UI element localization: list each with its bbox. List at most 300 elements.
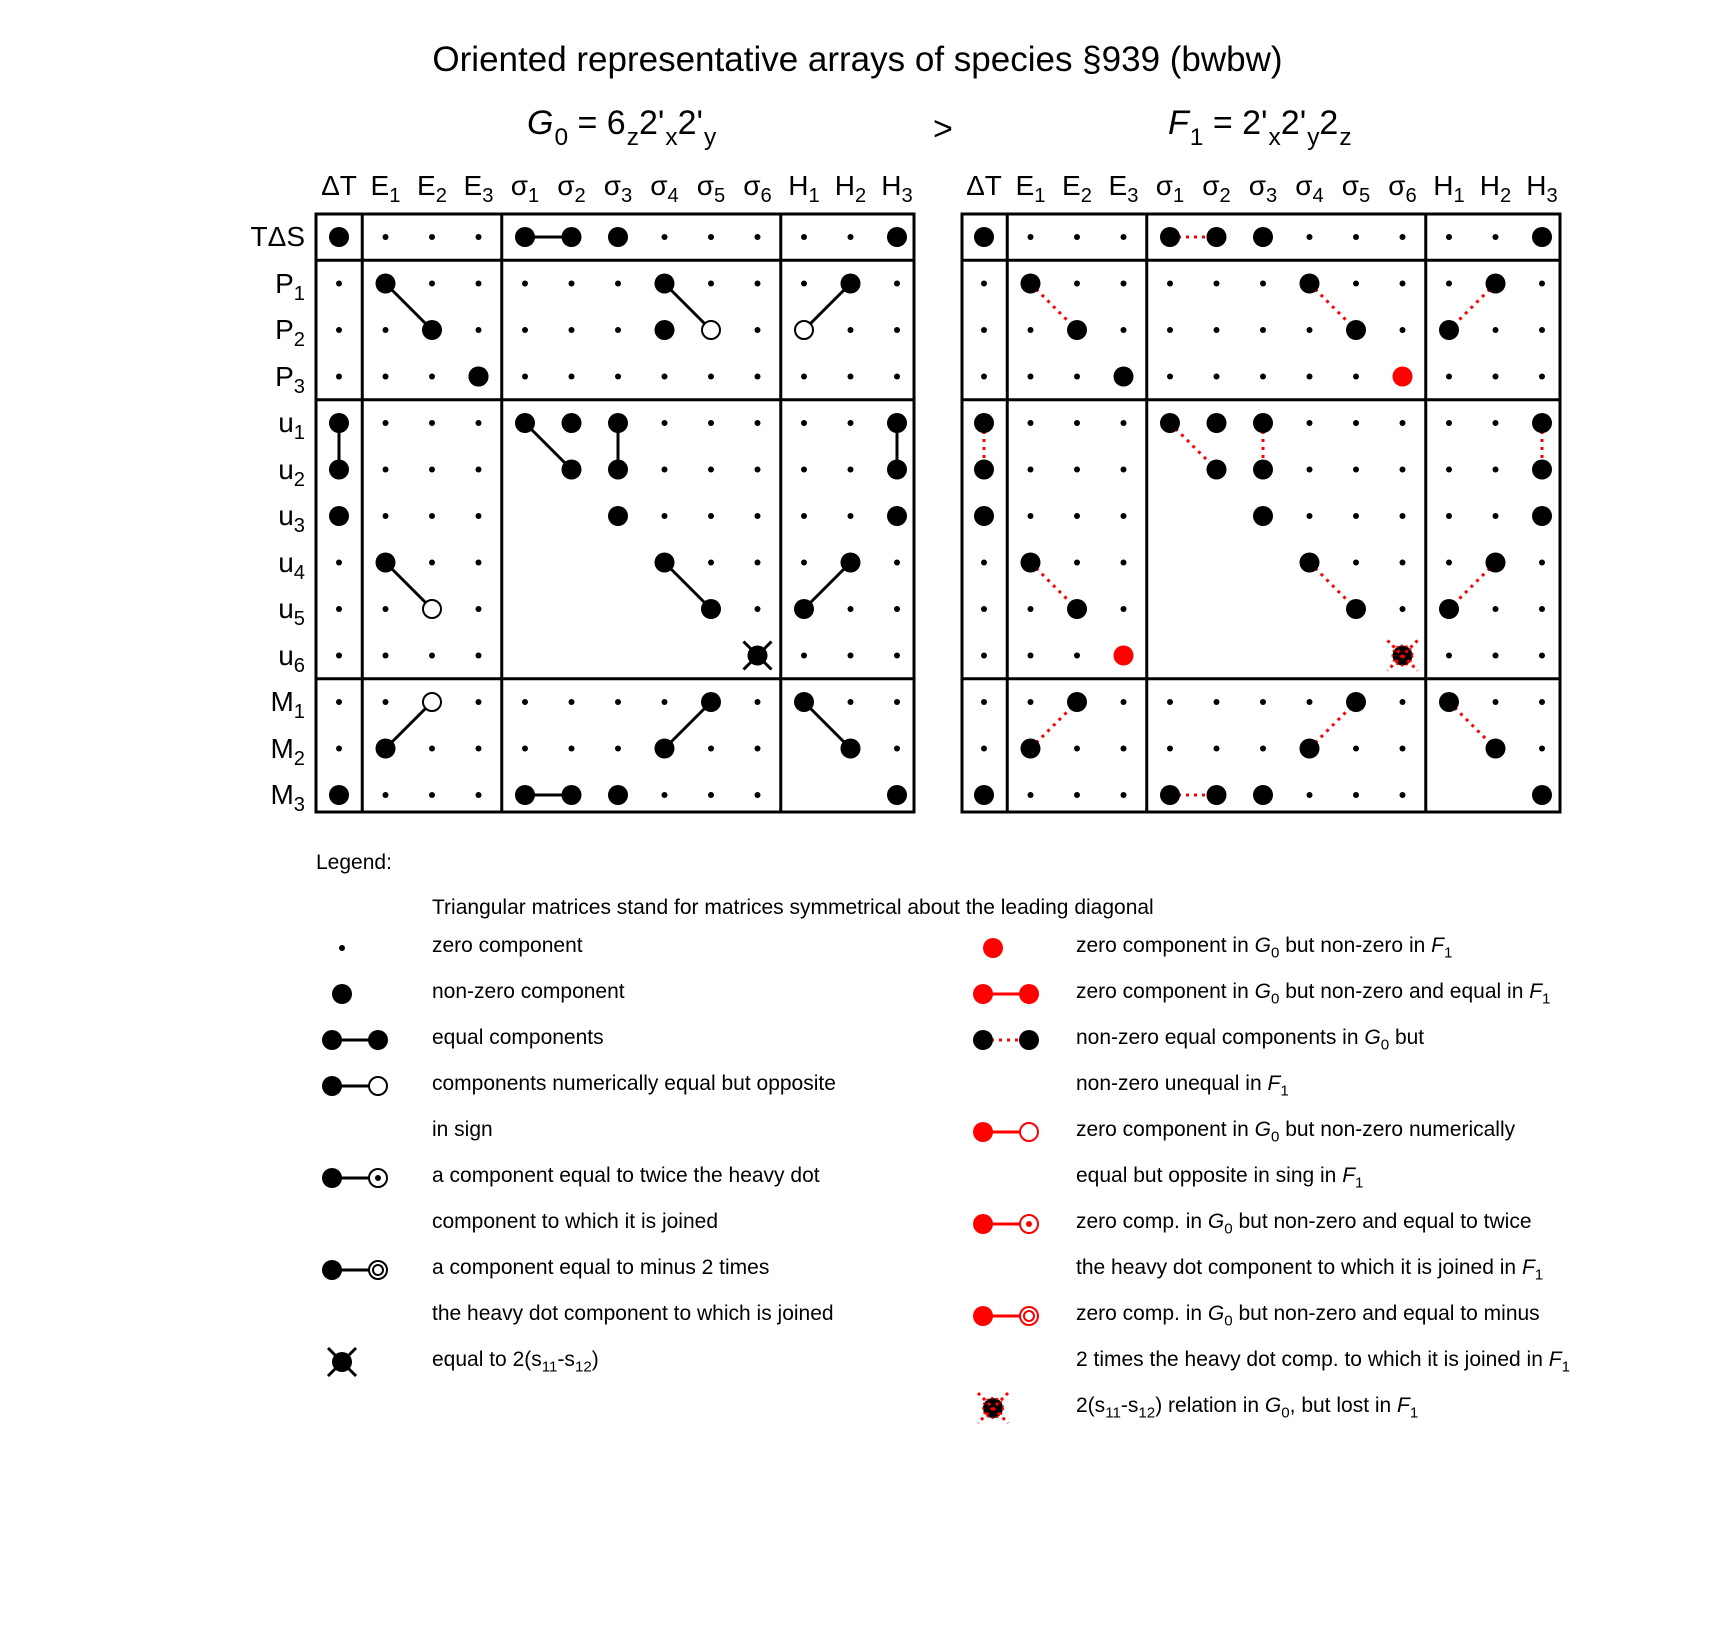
zero-component-dot — [848, 327, 854, 333]
nonzero-component — [329, 785, 349, 805]
row-header: $P_3$ — [275, 360, 305, 398]
zero-component-dot — [848, 420, 854, 426]
zero-component-dot — [429, 420, 435, 426]
column-header: $\sigma_3$ — [1248, 170, 1278, 208]
zero-component-dot — [755, 327, 761, 333]
zero-component-dot — [1446, 420, 1452, 426]
zero-component-dot — [336, 327, 342, 333]
nonzero-component — [1067, 599, 1087, 619]
zero-component-dot — [1400, 467, 1406, 473]
column-header: $E_3$ — [463, 170, 494, 208]
nonzero-component — [655, 320, 675, 340]
red-nonzero-component — [1114, 646, 1134, 666]
column-header: $E_2$ — [1062, 170, 1092, 208]
nonzero-component — [1439, 692, 1459, 712]
legend-left-text: zero component — [432, 934, 583, 957]
zero-component-dot — [522, 699, 528, 705]
page-title: Oriented representative arrays of species §939 (bwbw) — [432, 40, 1283, 79]
zero-component-dot — [1400, 327, 1406, 333]
column-header: $\sigma_2$ — [1202, 170, 1231, 208]
zero-component-dot — [1307, 374, 1313, 380]
zero-component-dot — [615, 746, 621, 752]
legend-left-text: non-zero component — [432, 980, 625, 1003]
comparator-symbol: > — [933, 110, 953, 148]
zero-component-dot — [894, 327, 900, 333]
zero-component-dot — [1400, 746, 1406, 752]
zero-component-dot — [476, 513, 482, 519]
zero-component-dot — [336, 653, 342, 659]
zero-component-dot — [755, 560, 761, 566]
zero-component-dot — [1493, 653, 1499, 659]
zero-component-dot — [1260, 746, 1266, 752]
zero-component-dot — [801, 234, 807, 240]
row-header: $u_3$ — [278, 500, 305, 538]
zero-component-dot — [1121, 560, 1127, 566]
zero-component-dot — [1539, 699, 1545, 705]
legend-right-text: non-zero equal components in $G_0$ but — [1076, 1026, 1425, 1054]
zero-component-dot — [1539, 606, 1545, 612]
zero-component-dot — [1028, 467, 1034, 473]
column-header: $H_3$ — [1526, 170, 1558, 208]
zero-component-dot — [1400, 513, 1406, 519]
zero-component-dot — [429, 374, 435, 380]
row-header: $u_2$ — [278, 453, 305, 491]
legend-right-text: non-zero unequal in $F_1$ — [1076, 1072, 1289, 1100]
nonzero-component — [329, 227, 349, 247]
column-header: $H_2$ — [1479, 170, 1512, 208]
zero-component-dot — [476, 653, 482, 659]
nonzero-component — [1114, 367, 1134, 387]
zero-component-dot — [1121, 792, 1127, 798]
zero-component-dot — [894, 746, 900, 752]
zero-component-dot — [1028, 653, 1034, 659]
zero-component-dot — [1074, 746, 1080, 752]
zero-component-dot — [615, 374, 621, 380]
zero-component-dot — [1446, 560, 1452, 566]
zero-component-dot — [894, 606, 900, 612]
row-header: $P_1$ — [275, 267, 305, 305]
column-header: $\sigma_3$ — [603, 170, 633, 208]
nonzero-component — [1346, 692, 1366, 712]
zero-component-dot — [383, 699, 389, 705]
group-right-title: $F_1 = 2'_x2'_y2_z$ — [1168, 104, 1352, 152]
red-nonzero-component — [1393, 367, 1413, 387]
nonzero-component — [1532, 506, 1552, 526]
zero-component-dot — [708, 234, 714, 240]
legend-symbol-minus2 — [322, 1260, 342, 1280]
zero-component-dot — [708, 467, 714, 473]
zero-component-dot — [429, 653, 435, 659]
zero-component-dot — [755, 467, 761, 473]
legend-symbol-red_big — [983, 938, 1003, 958]
zero-component-dot — [1493, 606, 1499, 612]
nonzero-component — [974, 460, 994, 480]
zero-component-dot — [1353, 467, 1359, 473]
nonzero-component — [1253, 413, 1273, 433]
zero-component-dot — [1400, 699, 1406, 705]
row-header: $M_1$ — [270, 686, 305, 724]
zero-component-dot — [569, 327, 575, 333]
nonzero-component — [376, 553, 396, 573]
nonzero-component — [1160, 785, 1180, 805]
nonzero-component — [655, 739, 675, 759]
zero-component-dot — [383, 374, 389, 380]
legend-right-text: equal but opposite in sing in $F_1$ — [1076, 1164, 1364, 1192]
zero-component-dot — [894, 281, 900, 287]
legend-symbol-red_eq — [1019, 984, 1039, 1004]
zero-component-dot — [1121, 606, 1127, 612]
zero-component-dot — [801, 513, 807, 519]
row-header: $u_1$ — [278, 407, 305, 445]
nonzero-component — [1160, 413, 1180, 433]
legend-left-text: component to which it is joined — [432, 1210, 718, 1233]
legend-symbol-twice — [322, 1168, 342, 1188]
nonzero-component — [1439, 320, 1459, 340]
legend-symbol-minus2 — [373, 1265, 383, 1275]
nonzero-component — [1207, 460, 1227, 480]
zero-component-dot — [383, 420, 389, 426]
nonzero-component — [887, 785, 907, 805]
nonzero-component — [608, 413, 628, 433]
zero-component-dot — [1539, 281, 1545, 287]
zero-component-dot — [1400, 234, 1406, 240]
zero-component-dot — [801, 653, 807, 659]
zero-component-dot — [1074, 653, 1080, 659]
zero-component-dot — [1400, 281, 1406, 287]
nonzero-component — [1021, 274, 1041, 294]
zero-component-dot — [1446, 467, 1452, 473]
zero-component-dot — [894, 374, 900, 380]
zero-component-dot — [848, 234, 854, 240]
column-header: $E_2$ — [417, 170, 447, 208]
zero-component-dot — [662, 792, 668, 798]
nonzero-component — [701, 599, 721, 619]
zero-component-dot — [1167, 281, 1173, 287]
legend-right-text: zero component in $G_0$ but non-zero in $F_1$ — [1076, 934, 1453, 962]
zero-component-dot — [383, 606, 389, 612]
nonzero-component — [1532, 413, 1552, 433]
zero-component-dot — [1121, 420, 1127, 426]
nonzero-component — [1021, 739, 1041, 759]
zero-component-dot — [1121, 513, 1127, 519]
legend-symbol-dot_eq — [973, 1030, 993, 1050]
zero-component-dot — [1539, 560, 1545, 566]
legend-symbol-eq — [322, 1030, 342, 1050]
zero-component-dot — [1446, 653, 1452, 659]
zero-component-dot — [1446, 234, 1452, 240]
zero-component-dot — [708, 513, 714, 519]
legend-right-text: zero component in $G_0$ but non-zero numerically — [1076, 1118, 1516, 1146]
legend-right-text: $2(s_{11}-s_{12})$ relation in $G_0$, but lost in $F_1$ — [1076, 1394, 1419, 1422]
zero-component-dot — [1260, 374, 1266, 380]
nonzero-component — [329, 460, 349, 480]
zero-component-dot — [1074, 420, 1080, 426]
zero-component-dot — [1214, 327, 1220, 333]
zero-component-dot — [1353, 374, 1359, 380]
legend-right-text: zero comp. in $G_0$ but non-zero and equal to minus — [1076, 1302, 1540, 1330]
nonzero-component — [376, 274, 396, 294]
zero-component-dot — [1539, 327, 1545, 333]
zero-component-dot — [1493, 513, 1499, 519]
zero-component-dot — [981, 374, 987, 380]
legend-right-text: zero comp. in $G_0$ but non-zero and equal to twice — [1076, 1210, 1532, 1238]
nonzero-component — [608, 506, 628, 526]
legend-right-text: the heavy dot component to which it is joined in $F_1$ — [1076, 1256, 1544, 1284]
nonzero-component — [1067, 692, 1087, 712]
zero-component-dot — [1074, 281, 1080, 287]
nonzero-component — [562, 460, 582, 480]
legend-symbol-red_twice — [973, 1214, 993, 1234]
zero-component-dot — [383, 513, 389, 519]
zero-component-dot — [1074, 234, 1080, 240]
legend-left-text: components numerically equal but opposite — [432, 1072, 836, 1095]
nonzero-component — [562, 785, 582, 805]
zero-component-dot — [801, 560, 807, 566]
opposite-sign-component — [423, 600, 441, 618]
zero-component-dot — [615, 281, 621, 287]
zero-component-dot — [1167, 746, 1173, 752]
zero-component-dot — [476, 746, 482, 752]
nonzero-component — [422, 320, 442, 340]
zero-component-dot — [708, 560, 714, 566]
nonzero-component — [1439, 599, 1459, 619]
nonzero-component — [608, 785, 628, 805]
nonzero-component — [1067, 320, 1087, 340]
nonzero-component — [1021, 553, 1041, 573]
column-header: $H_3$ — [881, 170, 913, 208]
zero-component-dot — [894, 653, 900, 659]
nonzero-component — [1486, 553, 1506, 573]
nonzero-component — [1346, 320, 1366, 340]
zero-component-dot — [755, 420, 761, 426]
zero-component-dot — [708, 374, 714, 380]
zero-component-dot — [476, 281, 482, 287]
zero-component-dot — [429, 467, 435, 473]
zero-component-dot — [755, 699, 761, 705]
nonzero-component — [515, 227, 535, 247]
column-header: $E_1$ — [1015, 170, 1046, 208]
legend-right-text: zero component in $G_0$ but non-zero and equal in $F_1$ — [1076, 980, 1551, 1008]
zero-component-dot — [1307, 513, 1313, 519]
zero-component-dot — [1121, 746, 1127, 752]
zero-component-dot — [755, 792, 761, 798]
zero-component-dot — [1539, 746, 1545, 752]
zero-component-dot — [1493, 420, 1499, 426]
zero-component-dot — [383, 792, 389, 798]
column-header: $H_2$ — [834, 170, 867, 208]
zero-component-dot — [848, 374, 854, 380]
nonzero-component — [655, 274, 675, 294]
zero-component-dot — [336, 374, 342, 380]
zero-component-dot — [1260, 281, 1266, 287]
zero-component-dot — [755, 606, 761, 612]
nonzero-component — [887, 506, 907, 526]
zero-component-dot — [1121, 234, 1127, 240]
nonzero-component — [1532, 227, 1552, 247]
zero-component-dot — [1493, 374, 1499, 380]
column-header: $\sigma_1$ — [1155, 170, 1185, 208]
nonzero-component — [1300, 553, 1320, 573]
nonzero-component — [794, 692, 814, 712]
zero-component-dot — [801, 374, 807, 380]
zero-component-dot — [383, 467, 389, 473]
zero-component-dot — [1214, 746, 1220, 752]
nonzero-component — [794, 599, 814, 619]
nonzero-component — [1253, 506, 1273, 526]
zero-component-dot — [981, 653, 987, 659]
nonzero-component — [1207, 227, 1227, 247]
nonzero-component — [841, 739, 861, 759]
zero-component-dot — [1074, 513, 1080, 519]
nonzero-component — [701, 692, 721, 712]
zero-component-dot — [383, 327, 389, 333]
row-header: $u_5$ — [278, 593, 305, 631]
zero-component-dot — [476, 560, 482, 566]
zero-component-dot — [1214, 281, 1220, 287]
zero-component-dot — [755, 374, 761, 380]
zero-component-dot — [1446, 281, 1452, 287]
nonzero-component — [329, 413, 349, 433]
nonzero-component — [1532, 785, 1552, 805]
zero-component-dot — [336, 281, 342, 287]
zero-component-dot — [755, 746, 761, 752]
zero-component-dot — [1539, 374, 1545, 380]
zero-component-dot — [429, 792, 435, 798]
zero-component-dot — [522, 327, 528, 333]
legend-left-text: equal to $2(s_{11}-s_{12})$ — [432, 1348, 599, 1376]
nonzero-component — [1207, 413, 1227, 433]
row-header: $M_2$ — [270, 732, 305, 770]
zero-component-dot — [1446, 513, 1452, 519]
zero-component-dot — [848, 699, 854, 705]
zero-component-dot — [476, 699, 482, 705]
nonzero-component — [887, 227, 907, 247]
zero-component-dot — [1400, 606, 1406, 612]
zero-component-dot — [1493, 467, 1499, 473]
column-header: $\sigma_5$ — [696, 170, 726, 208]
zero-component-dot — [755, 281, 761, 287]
zero-component-dot — [1353, 560, 1359, 566]
legend-note: Triangular matrices stand for matrices symmetrical about the leading diagonal — [432, 896, 1154, 919]
zero-component-dot — [1028, 234, 1034, 240]
zero-component-dot — [569, 699, 575, 705]
nonzero-component — [469, 367, 489, 387]
nonzero-component — [1253, 785, 1273, 805]
zero-component-dot — [429, 560, 435, 566]
zero-component-dot — [1353, 281, 1359, 287]
column-header: $\sigma_5$ — [1341, 170, 1371, 208]
zero-component-dot — [894, 560, 900, 566]
nonzero-component — [1346, 599, 1366, 619]
zero-component-dot — [1074, 560, 1080, 566]
zero-component-dot — [1307, 792, 1313, 798]
zero-component-dot — [429, 234, 435, 240]
legend-left-text: the heavy dot component to which is joined — [432, 1302, 834, 1325]
zero-component-dot — [1074, 467, 1080, 473]
column-header: $\sigma_6$ — [1388, 170, 1417, 208]
legend-symbol-dot_eq — [1019, 1030, 1039, 1050]
legend-right-text: 2 times the heavy dot comp. to which it is joined in $F_1$ — [1076, 1348, 1570, 1376]
row-header: $u_6$ — [278, 639, 305, 677]
zero-component-dot — [801, 281, 807, 287]
nonzero-component — [1532, 460, 1552, 480]
legend-symbol-opp — [369, 1077, 387, 1095]
column-header: ΔT — [321, 170, 357, 201]
column-header: $\sigma_2$ — [557, 170, 586, 208]
zero-component-dot — [981, 606, 987, 612]
zero-component-dot — [1400, 560, 1406, 566]
zero-component-dot — [708, 792, 714, 798]
legend-left-text: a component equal to minus 2 times — [432, 1256, 770, 1279]
zero-component-dot — [1121, 327, 1127, 333]
legend-symbol-twice — [375, 1175, 381, 1181]
zero-component-dot — [848, 513, 854, 519]
zero-component-dot — [429, 281, 435, 287]
zero-component-dot — [615, 327, 621, 333]
zero-component-dot — [708, 420, 714, 426]
nonzero-component — [974, 227, 994, 247]
row-header: $P_2$ — [275, 314, 305, 352]
zero-component-dot — [1400, 420, 1406, 426]
nonzero-component — [1253, 227, 1273, 247]
zero-component-dot — [1121, 281, 1127, 287]
column-header: $E_1$ — [370, 170, 401, 208]
column-header: $\sigma_1$ — [510, 170, 540, 208]
legend-left-text: equal components — [432, 1026, 604, 1049]
row-header: $u_4$ — [278, 546, 305, 584]
zero-component-dot — [1074, 792, 1080, 798]
zero-component-dot — [1028, 606, 1034, 612]
column-header: $\sigma_4$ — [650, 170, 679, 208]
zero-component-dot — [476, 420, 482, 426]
zero-component-dot — [336, 746, 342, 752]
row-header: TΔS — [250, 221, 305, 252]
zero-component-dot — [1167, 327, 1173, 333]
zero-component-dot — [1307, 327, 1313, 333]
column-header: $E_3$ — [1108, 170, 1139, 208]
zero-component-dot — [569, 746, 575, 752]
zero-component-dot — [383, 653, 389, 659]
legend-symbol-red_eq — [973, 984, 993, 1004]
zero-component-dot — [336, 560, 342, 566]
zero-component-dot — [615, 699, 621, 705]
zero-component-dot — [1353, 420, 1359, 426]
nonzero-component — [562, 227, 582, 247]
legend-symbol-dot — [339, 945, 345, 951]
opposite-sign-component — [423, 693, 441, 711]
zero-component-dot — [1214, 374, 1220, 380]
zero-component-dot — [1307, 467, 1313, 473]
zero-component-dot — [429, 513, 435, 519]
nonzero-component — [974, 506, 994, 526]
zero-component-dot — [569, 281, 575, 287]
zero-component-dot — [429, 746, 435, 752]
legend-symbol-opp — [322, 1076, 342, 1096]
legend-left-text: a component equal to twice the heavy dot — [432, 1164, 820, 1187]
nonzero-component — [329, 506, 349, 526]
opposite-sign-component — [795, 321, 813, 339]
zero-component-dot — [336, 606, 342, 612]
zero-component-dot — [801, 467, 807, 473]
nonzero-component — [974, 413, 994, 433]
zero-component-dot — [522, 746, 528, 752]
zero-component-dot — [1493, 699, 1499, 705]
zero-component-dot — [1400, 792, 1406, 798]
zero-component-dot — [981, 746, 987, 752]
nonzero-component — [887, 460, 907, 480]
zero-component-dot — [1074, 374, 1080, 380]
zero-component-dot — [1353, 792, 1359, 798]
